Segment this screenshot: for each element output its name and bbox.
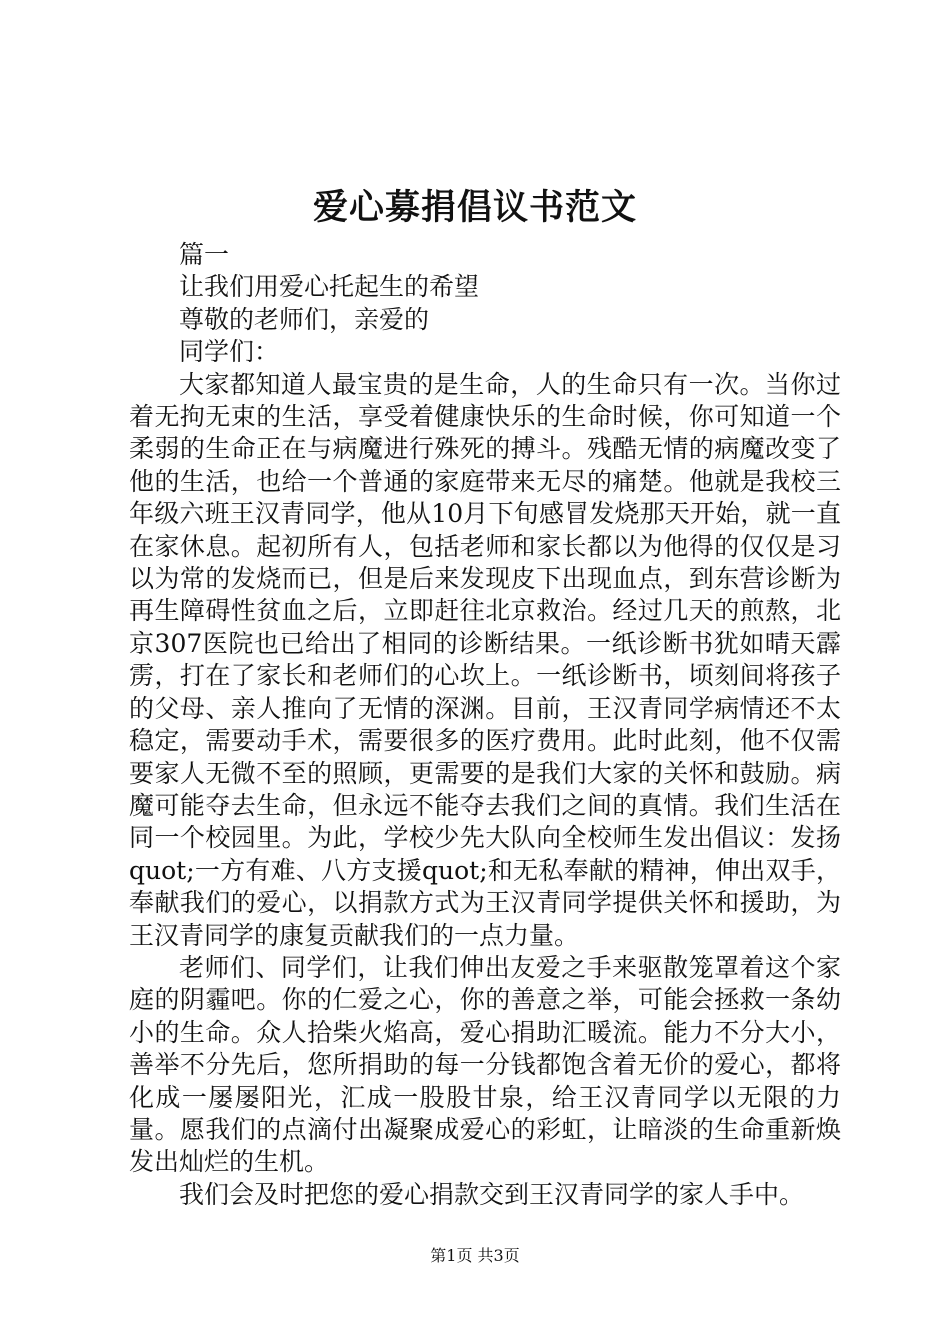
document-subtitle: 让我们用爱心托起生的希望 [179,272,480,302]
body-paragraph-1: 大家都知道人最宝贵的是生命，人的生命只有一次。当你过着无拘无束的生活，享受着健康快乐的生命时候，你可知道一个柔弱的生命正在与病魔进行殊死的搏斗。残酷无情的病魔改变了他的生活，也给一个普通的家庭带来无尽的痛楚。他就是我校三年级六班王汉青同学，他从10月下旬感冒发烧那天开始，就一直在家休息。起初所有人，包括老师和家长都以为他得的仅仅是习以为常的发烧而已，但是后来发现皮下出现血点，到东营诊断为再生障碍性贫血之后，立即赶往北京救治。经过几天的煎熬，北京307医院也已给出了相同的诊断结果。一纸诊断书犹如晴天霹雳，打在了家长和老师们的心坎上。一纸诊断书，顷刻间将孩子的父母、亲人推向了无情的深渊。目前，王汉青同学病情还不太稳定，需要动手术，需要很多的医疗费用。此时此刻，他不仅需要家人无微不至的照顾，更需要的是我们大家的关怀和鼓励。病魔可能夺去生命，但永远不能夺去我们之间的真情。我们生活在同一个校园里。为此，学校少先大队向全校师生发出倡议：发扬quot;一方有难、八方支援quot;和无私奉献的精神，伸出双手，奉献我们的爱心，以捐款方式为王汉青同学提供关怀和援助，为王汉青同学的康复贡献我们的一点力量。 [129,369,841,950]
salutation-line-1: 尊敬的老师们，亲爱的 [179,304,430,334]
body-paragraph-3: 我们会及时把您的爱心捐款交到王汉青同学的家人手中。 [179,1179,805,1209]
document-body [129,239,841,1211]
page-footer: 第1页 共3页 [430,1246,520,1265]
salutation-line-2: 同学们： [179,337,280,367]
document-title: 爱心募捐倡议书范文 [312,187,637,228]
section-label: 篇一 [179,240,230,269]
body-paragraph-2: 老师们、同学们，让我们伸出友爱之手来驱散笼罩着这个家庭的阴霾吧。你的仁爱之心，你的善意之举，可能会拯救一条幼小的生命。众人拾柴火焰高，爱心捐助汇暖流。能力不分大小，善举不分先后，您所捐助的每一分钱都饱含着无价的爱心，都将化成一屡屡阳光，汇成一股股甘泉，给王汉青同学以无限的力量。愿我们的点滴付出凝聚成爱心的彩虹，让暗淡的生命重新焕发出灿烂的生机。 [129,952,841,1177]
